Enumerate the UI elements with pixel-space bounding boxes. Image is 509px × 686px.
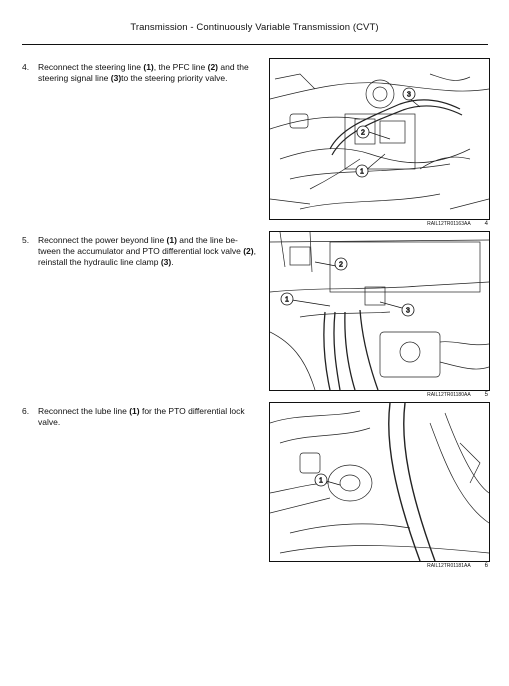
callout-2 — [315, 258, 347, 270]
svg-text:3: 3 — [407, 91, 411, 99]
step-text: Reconnect the lube line (1) for the PTO differential lock valve. — [38, 406, 245, 427]
svg-text:1: 1 — [319, 477, 323, 485]
figure-code: RAIL12TR01163AA — [427, 221, 471, 227]
step-number: 5. — [22, 235, 30, 245]
figure-code: RAIL12TR01180AA — [427, 392, 471, 398]
step-number: 4. — [22, 62, 30, 72]
figure-code: RAIL12TR01181AA — [427, 563, 471, 569]
callout-3 — [403, 88, 420, 107]
callout-1 — [281, 293, 330, 306]
figure-4-image — [269, 58, 490, 220]
step-text: Reconnect the steering line (1), the PFC line (2) and the steering signal line (3)to the steering priority valve. — [38, 62, 249, 83]
svg-text:1: 1 — [360, 168, 364, 176]
figure-6-caption — [269, 563, 488, 569]
svg-text:3: 3 — [406, 307, 410, 315]
page-header: Transmission - Continuously Variable Transmission (CVT) — [130, 22, 379, 33]
callout-1 — [315, 474, 340, 486]
figure-5-image — [269, 231, 490, 391]
header-rule — [22, 44, 488, 45]
svg-text:1: 1 — [285, 296, 289, 304]
svg-text:2: 2 — [361, 129, 365, 137]
step-number: 6. — [22, 406, 30, 416]
figure-4-caption — [269, 221, 488, 227]
callout-1 — [356, 154, 385, 177]
figure-number: 5 — [484, 392, 488, 398]
figure-5-caption — [269, 392, 488, 398]
figure-number: 6 — [484, 563, 488, 569]
callout-2 — [357, 126, 390, 139]
step-text: Reconnect the power beyond line (1) and the line be-tween the accumulator and PTO differential lock valve (2), reinstall the hydraulic line clamp (3). — [38, 235, 256, 267]
figure-6-image — [269, 402, 490, 562]
svg-text:2: 2 — [339, 261, 343, 269]
figure-number: 4 — [484, 221, 488, 227]
